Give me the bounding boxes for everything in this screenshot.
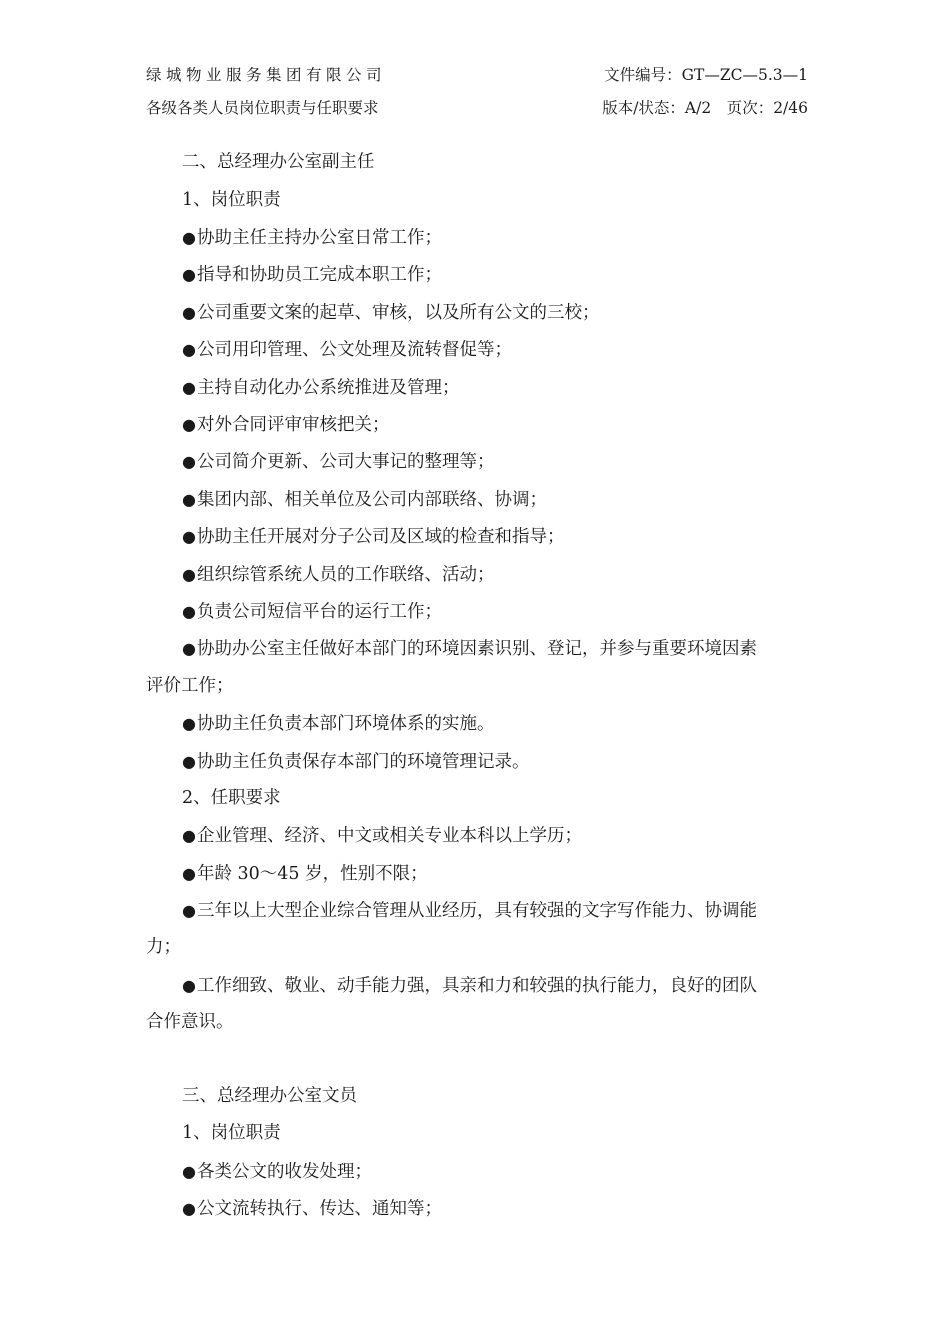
duties-heading: 1、岗位职责 (182, 190, 281, 210)
list-item: ● 工作细致、敬业、动手能力强，具亲和力和较强的执行能力，良好的团队 (146, 967, 844, 1006)
list-item: ● 协助办公室主任做好本部门的环境因素识别、登记，并参与重要环境因素 (146, 630, 844, 669)
duties-heading: 1、岗位职责 (182, 1123, 281, 1143)
list-item: ● 指导和协助员工完成本职工作； (146, 256, 844, 295)
list-item: ● 公司简介更新、公司大事记的整理等； (146, 443, 844, 482)
list-item: ● 各类公文的收发处理； (146, 1153, 844, 1192)
section-title: 三、总经理办公室文员 (182, 1086, 357, 1106)
company-name: 绿城物业服务集团有限公司 (146, 66, 387, 84)
list-item-continuation: 力； (146, 937, 181, 957)
doc-number: 文件编号：GT—ZC—5.3—1 (604, 66, 808, 84)
list-item: ● 协助主任负责本部门环境体系的实施。 (146, 705, 844, 744)
list-item: ● 协助主任负责保存本部门的环境管理记录。 (146, 743, 844, 782)
requirements-heading: 2、任职要求 (182, 788, 281, 808)
list-item: ● 对外合同评审审核把关； (146, 406, 844, 445)
section-title: 二、总经理办公室副主任 (182, 152, 375, 172)
list-item: ● 负责公司短信平台的运行工作； (146, 593, 844, 632)
list-item: ● 公文流转执行、传达、通知等； (146, 1190, 844, 1229)
list-item-continuation: 评价工作； (146, 676, 234, 696)
list-item: ● 公司用印管理、公文处理及流转督促等； (146, 331, 844, 370)
header-row-2 (146, 97, 808, 119)
list-item: ● 企业管理、经济、中文或相关专业本科以上学历； (146, 817, 844, 856)
version-page: 版本/状态：A/2 页次：2/46 (602, 99, 808, 117)
list-item-continuation: 合作意识。 (146, 1012, 234, 1032)
list-item: ● 组织综管系统人员的工作联络、活动； (146, 556, 844, 595)
list-item: ● 主持自动化办公系统推进及管理； (146, 369, 844, 408)
list-item: ● 公司重要文案的起草、审核，以及所有公文的三校； (146, 294, 844, 333)
list-item: ● 年龄 30～45 岁，性别不限； (146, 855, 844, 894)
doc-title: 各级各类人员岗位职责与任职要求 (146, 99, 379, 117)
list-item: ● 集团内部、相关单位及公司内部联络、协调； (146, 481, 844, 520)
list-item: ● 协助主任主持办公室日常工作； (146, 219, 844, 258)
list-item: ● 三年以上大型企业综合管理从业经历，具有较强的文字写作能力、协调能 (146, 892, 844, 931)
list-item: ● 协助主任开展对分子公司及区域的检查和指导； (146, 518, 844, 557)
header-row-1 (146, 64, 808, 86)
